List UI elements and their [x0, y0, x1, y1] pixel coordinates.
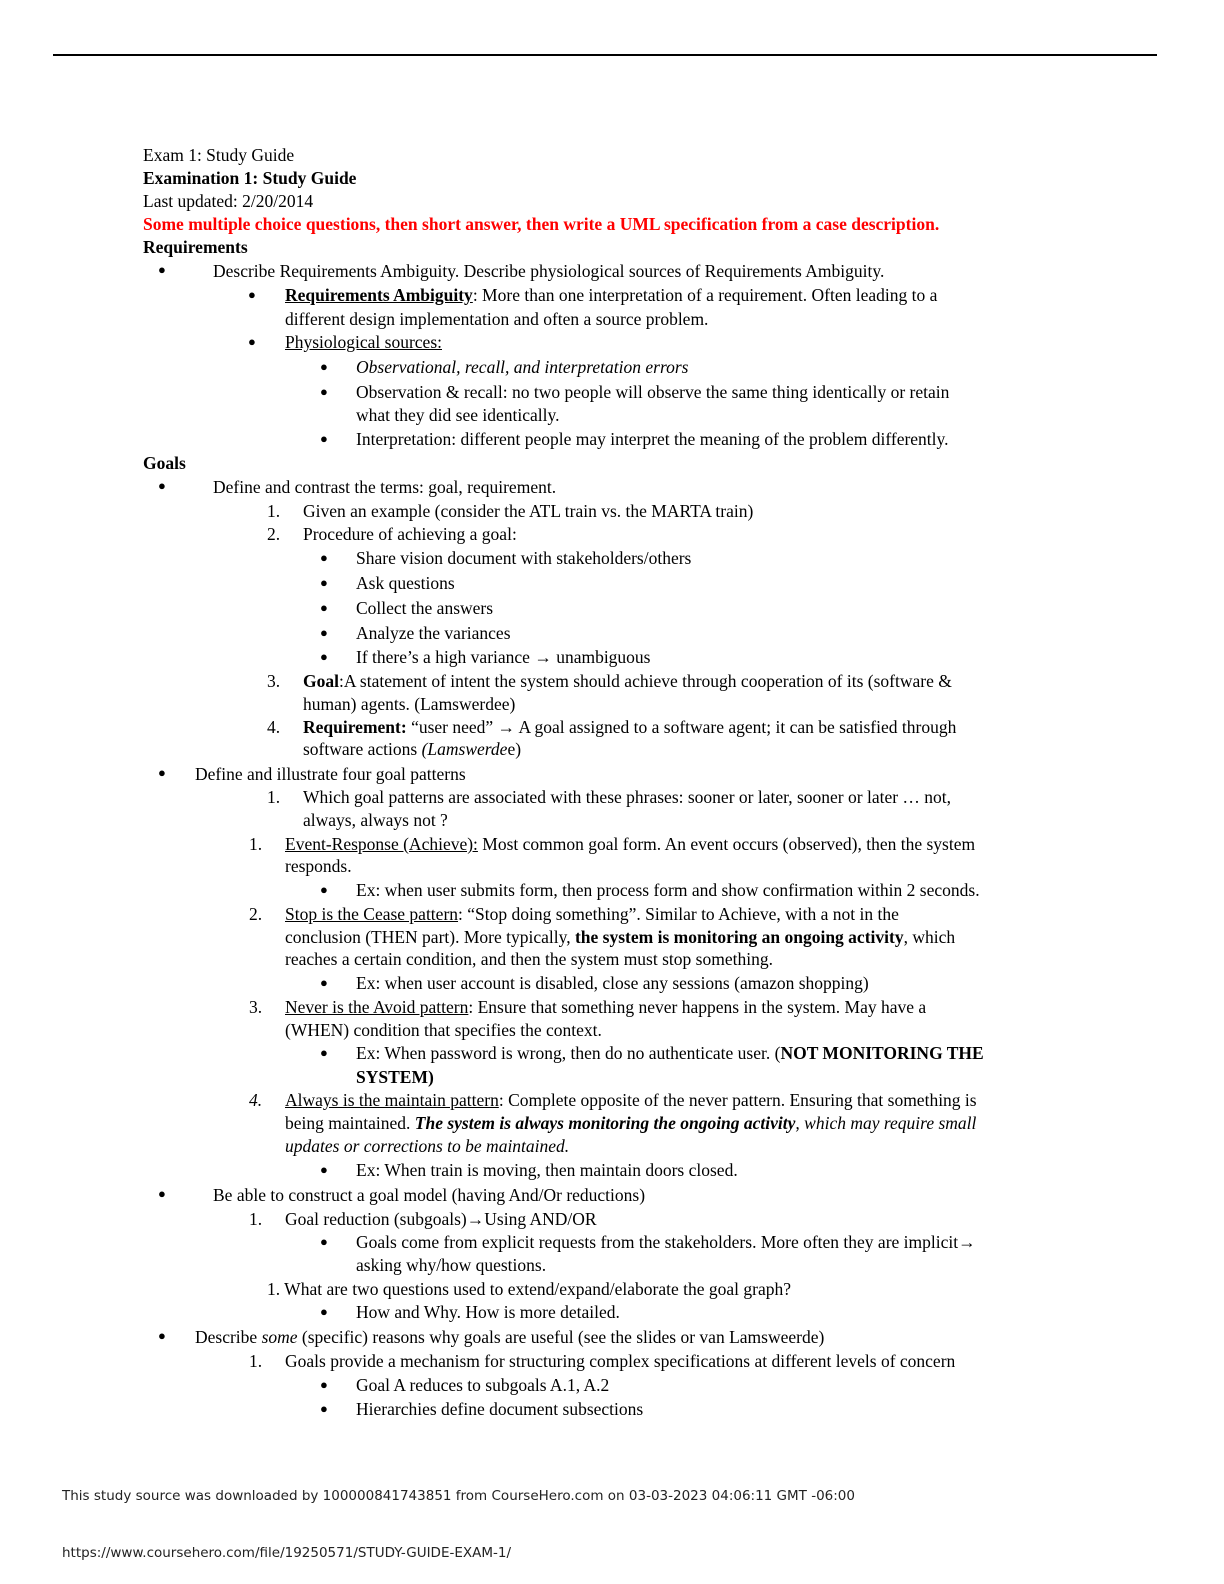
- bullet-icon: ●: [320, 625, 328, 640]
- list-number: 1.: [249, 1209, 263, 1229]
- goals-question: Be able to construct a goal model (having And/Or reductions): [213, 1185, 646, 1205]
- bullet-icon: ●: [320, 550, 328, 565]
- last-updated: Last updated: 2/20/2014: [143, 191, 314, 211]
- source-item: Observational, recall, and interpretation errors: [356, 357, 689, 377]
- bullet-icon: ●: [320, 1234, 328, 1249]
- list-number: 2.: [267, 524, 281, 544]
- pattern-example: Ex: When train is moving, then maintain doors closed.: [356, 1160, 738, 1180]
- list-number: 1.: [267, 501, 281, 521]
- bullet-icon: ●: [320, 1162, 328, 1177]
- pattern-example: Ex: When password is wrong, then do no authenticate user. (NOT MONITORING THE: [356, 1043, 984, 1063]
- pattern-example-cont: SYSTEM): [356, 1067, 434, 1087]
- list-number: 2.: [249, 904, 263, 924]
- ambiguity-definition: Requirements Ambiguity: More than one interpretation of a requirement. Often leading to a: [285, 285, 938, 305]
- doc-title: Exam 1: Study Guide: [143, 145, 295, 165]
- procedure-step: Share vision document with stakeholders/others: [356, 548, 692, 568]
- list-number: 1.: [249, 1351, 263, 1371]
- bullet-icon: ●: [320, 975, 328, 990]
- bullet-icon: ●: [320, 384, 328, 399]
- pattern-achieve-cont: responds.: [285, 856, 352, 876]
- section-heading-requirements: Requirements: [143, 237, 248, 257]
- bullet-icon: ●: [320, 1304, 328, 1319]
- physiological-sources: Physiological sources:: [285, 332, 442, 352]
- goal-definition-cont: human) agents. (Lamswerdee): [303, 694, 516, 714]
- source-item: Interpretation: different people may interpret the meaning of the problem differently.: [356, 429, 949, 449]
- procedure-step: Collect the answers: [356, 598, 494, 618]
- list-number: 4.: [267, 717, 281, 737]
- section-heading-goals: Goals: [143, 453, 186, 473]
- requirement-definition: Requirement: “user need” → A goal assigned to a software agent; it can be satisfied through: [303, 717, 957, 737]
- goals-question: Describe some (specific) reasons why goals are useful (see the slides or van Lamsweerde): [195, 1327, 825, 1347]
- list-item: Procedure of achieving a goal:: [303, 524, 517, 544]
- source-footer: This study source was downloaded by 100000841743851 from CourseHero.com on 03-03-2023 04:06:11 GMT -06:00: [62, 1488, 855, 1504]
- answer-item: Hierarchies define document subsections: [356, 1399, 644, 1419]
- pattern-achieve: Event-Response (Achieve): Most common goal form. An event occurs (observed), then the system: [285, 834, 976, 854]
- pattern-example: Ex: when user account is disabled, close any sessions (amazon shopping): [356, 973, 869, 993]
- bullet-icon: ●: [158, 262, 166, 277]
- reduction-note-cont: asking why/how questions.: [356, 1255, 547, 1275]
- bullet-icon: ●: [320, 1045, 328, 1060]
- answer-item: Goal A reduces to subgoals A.1, A.2: [356, 1375, 610, 1395]
- list-item: Which goal patterns are associated with these phrases: sooner or later, sooner or later … not,: [303, 787, 952, 807]
- doc-heading: Examination 1: Study Guide: [143, 168, 357, 188]
- requirements-question: Describe Requirements Ambiguity. Describe physiological sources of Requirements Ambiguity.: [213, 261, 885, 281]
- pattern-maintain-cont: being maintained. The system is always monitoring the ongoing activity, which may require small: [285, 1113, 977, 1133]
- bullet-icon: ●: [158, 765, 166, 780]
- bullet-icon: ●: [320, 1377, 328, 1392]
- pattern-cease: Stop is the Cease pattern: “Stop doing something”. Similar to Achieve, with a not in the: [285, 904, 899, 924]
- list-number: 1.: [249, 834, 263, 854]
- list-item: Goal reduction (subgoals)→Using AND/OR: [285, 1209, 597, 1229]
- pattern-cease-cont: reaches a certain condition, and then the system must stop something.: [285, 949, 773, 969]
- list-item: Goals provide a mechanism for structuring complex specifications at different levels of concern: [285, 1351, 956, 1371]
- bullet-icon: ●: [320, 649, 328, 664]
- procedure-step: Analyze the variances: [356, 623, 511, 643]
- reduction-note: Goals come from explicit requests from the stakeholders. More often they are implicit→: [356, 1232, 976, 1252]
- goals-question: Define and contrast the terms: goal, requirement.: [213, 477, 557, 497]
- bullet-icon: ●: [248, 334, 256, 349]
- bullet-icon: ●: [320, 600, 328, 615]
- procedure-step: If there’s a high variance → unambiguous: [356, 647, 651, 667]
- bullet-icon: ●: [320, 575, 328, 590]
- list-item: Given an example (consider the ATL train vs. the MARTA train): [303, 501, 754, 521]
- bullet-icon: ●: [158, 478, 166, 493]
- pattern-avoid: Never is the Avoid pattern: Ensure that something never happens in the system. May have a: [285, 997, 927, 1017]
- list-number: 4.: [249, 1090, 263, 1110]
- ambiguity-definition-cont: different design implementation and often a source problem.: [285, 309, 709, 329]
- bullet-icon: ●: [320, 431, 328, 446]
- goals-question: Define and illustrate four goal patterns: [195, 764, 466, 784]
- list-number: 3.: [267, 671, 281, 691]
- pattern-example: Ex: when user submits form, then process form and show confirmation within 2 seconds.: [356, 880, 980, 900]
- list-item: 1. What are two questions used to extend/expand/elaborate the goal graph?: [267, 1279, 792, 1299]
- requirement-definition-cont: software actions (Lamswerdee): [303, 739, 522, 759]
- procedure-step: Ask questions: [356, 573, 455, 593]
- source-url-link[interactable]: https://www.coursehero.com/file/19250571/STUDY-GUIDE-EXAM-1/: [62, 1545, 512, 1561]
- bullet-icon: ●: [320, 359, 328, 374]
- top-rule: [53, 54, 1157, 56]
- pattern-avoid-cont: (WHEN) condition that specifies the context.: [285, 1020, 602, 1040]
- bullet-icon: ●: [320, 882, 328, 897]
- pattern-maintain: Always is the maintain pattern: Complete opposite of the never pattern. Ensuring that something is: [285, 1090, 977, 1110]
- source-item-cont: what they did see identically.: [356, 405, 560, 425]
- bullet-icon: ●: [158, 1186, 166, 1201]
- list-number: 3.: [249, 997, 263, 1017]
- list-number: 1.: [267, 787, 281, 807]
- exam-notice: Some multiple choice questions, then short answer, then write a UML specification from a case description.: [143, 214, 940, 234]
- pattern-cease-cont: conclusion (THEN part). More typically, the system is monitoring an ongoing activity, which: [285, 927, 956, 947]
- bullet-icon: ●: [158, 1328, 166, 1343]
- bullet-icon: ●: [248, 287, 256, 302]
- goal-definition: Goal:A statement of intent the system should achieve through cooperation of its (software &: [303, 671, 952, 691]
- bullet-icon: ●: [320, 1401, 328, 1416]
- source-item: Observation & recall: no two people will observe the same thing identically or retain: [356, 382, 950, 402]
- pattern-maintain-cont: updates or corrections to be maintained.: [285, 1136, 570, 1156]
- answer-item: How and Why. How is more detailed.: [356, 1302, 620, 1322]
- list-item-cont: always, always not ?: [303, 810, 448, 830]
